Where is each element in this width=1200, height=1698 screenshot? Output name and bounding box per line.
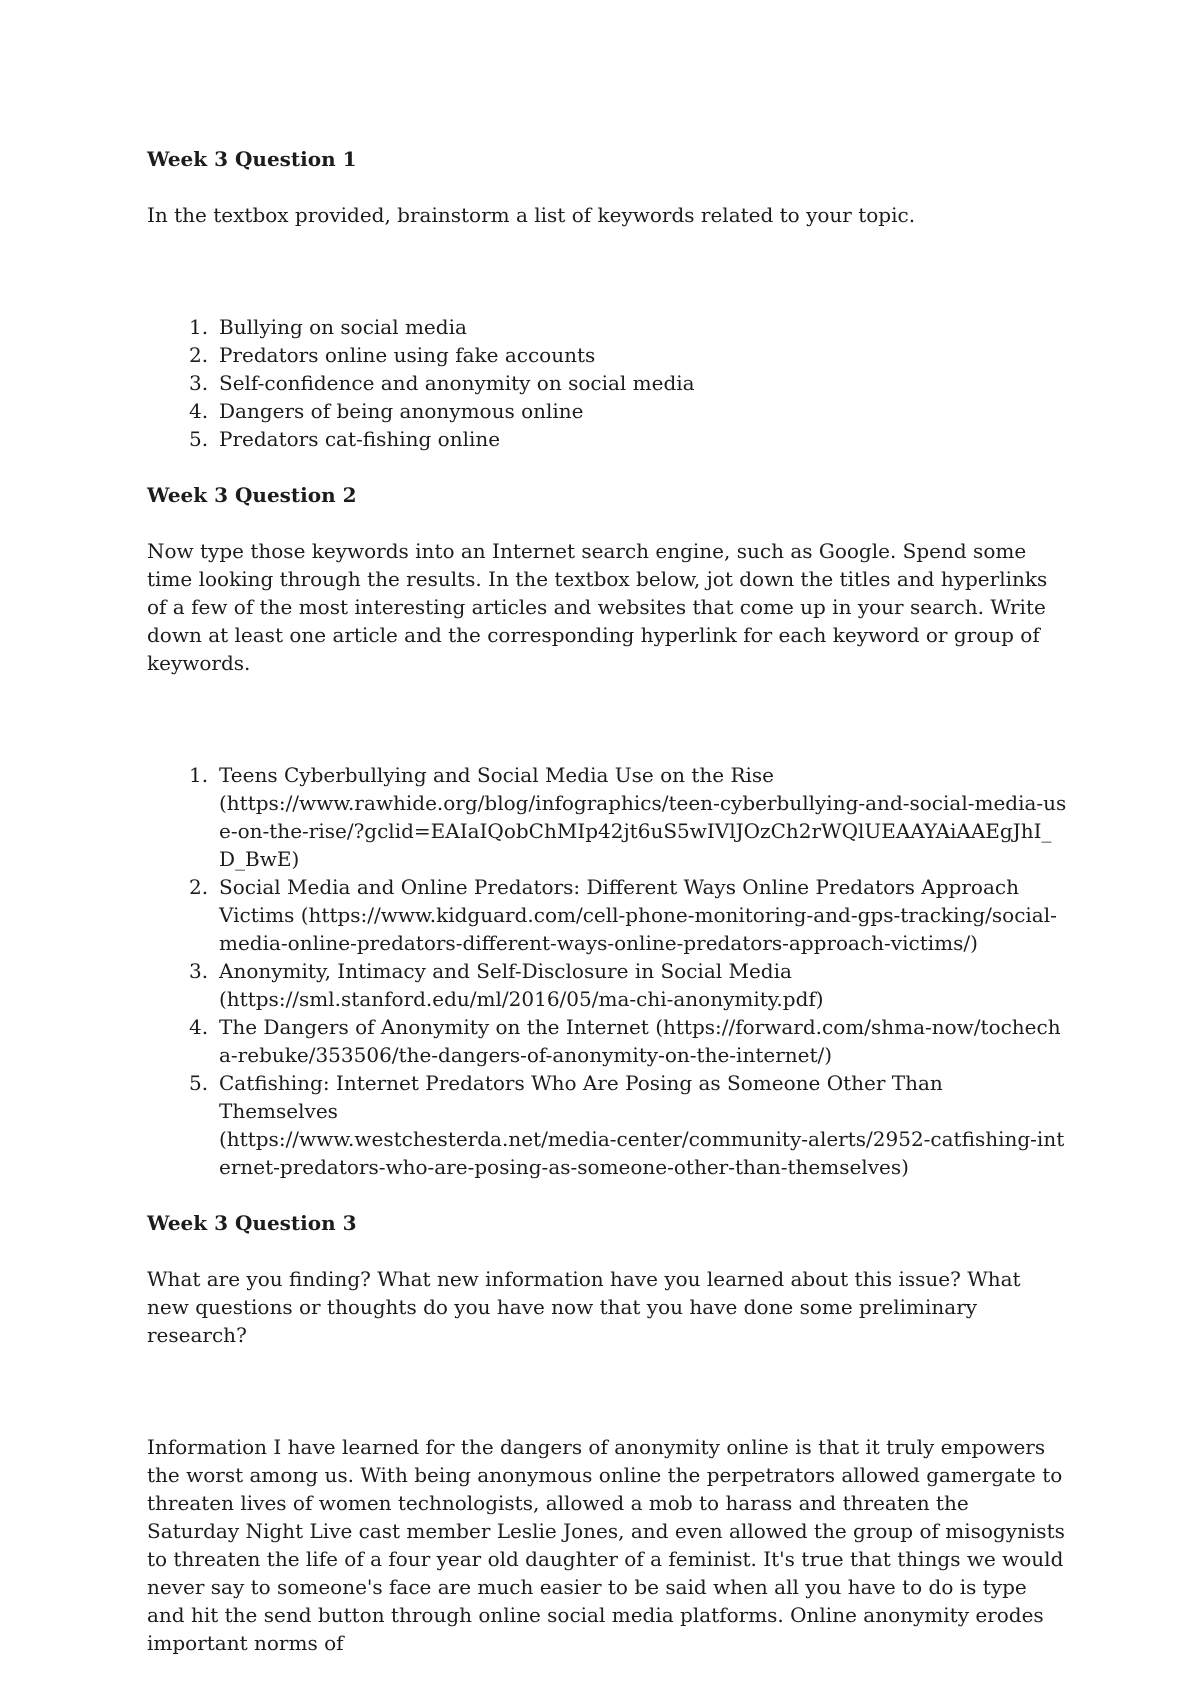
article-link: (https://www.westchesterda.net/media-center/community-alerts/2952-catfishing-internet-predators-who-are-posing-as-someone-other-than-themselves) — [219, 1127, 1065, 1179]
keyword-text: Self-confidence and anonymity on social media — [219, 371, 695, 395]
list-item — [147, 369, 1067, 397]
article-link: (https://www.rawhide.org/blog/infographics/teen-cyberbullying-and-social-media-use-on-the-rise/?gclid=EAIaIQobChMIp42jt6uS5wIVlJOzCh2rWQlUEAAYAiAAEgJhI_D_BwE) — [219, 791, 1067, 871]
list-item — [147, 341, 1067, 369]
article-title: Anonymity, Intimacy and Self-Disclosure in Social Media — [219, 959, 792, 983]
question-3-prompt: What are you finding? What new information have you learned about this issue? What new questions or thoughts do you have now that you have done some preliminary research? — [147, 1267, 1021, 1347]
question-2-title: Week 3 Question 2 — [147, 483, 357, 507]
list-item — [147, 397, 1067, 425]
document-page — [147, 145, 1067, 1657]
list-number: 2. — [189, 343, 209, 367]
list-item — [147, 1013, 1067, 1069]
keyword-text: Bullying on social media — [219, 315, 467, 339]
list-number: 3. — [189, 959, 209, 983]
keyword-text: Dangers of being anonymous online — [219, 399, 584, 423]
list-number: 4. — [189, 399, 209, 423]
article-list — [147, 761, 1067, 1181]
list-item — [147, 873, 1067, 957]
list-number: 1. — [189, 763, 209, 787]
question-2-prompt: Now type those keywords into an Internet search engine, such as Google. Spend some time looking through the results. In the textbox below, jot down the titles and hyperlinks of a few of the most interesting articles and websites that come up in your search. Write down at least one article and the corresponding hyperlink for each keyword or group of keywords. — [147, 539, 1048, 675]
list-item — [147, 957, 1067, 1013]
list-number: 1. — [189, 315, 209, 339]
list-number: 3. — [189, 371, 209, 395]
list-item — [147, 1069, 1067, 1181]
article-link: (https://forward.com/shma-now/tochecha-rebuke/353506/the-dangers-of-anonymity-on-the-internet/) — [219, 1015, 1061, 1067]
question-3-title: Week 3 Question 3 — [147, 1211, 357, 1235]
keyword-text: Predators online using fake accounts — [219, 343, 596, 367]
list-item — [147, 761, 1067, 873]
list-number: 5. — [189, 427, 209, 451]
keyword-list — [147, 313, 1067, 453]
article-link: (https://sml.stanford.edu/ml/2016/05/ma-chi-anonymity.pdf) — [219, 987, 824, 1011]
question-1-title: Week 3 Question 1 — [147, 147, 357, 171]
list-item — [147, 425, 1067, 453]
list-number: 4. — [189, 1015, 209, 1039]
question-1-prompt: In the textbox provided, brainstorm a list of keywords related to your topic. — [147, 203, 916, 227]
list-item — [147, 313, 1067, 341]
article-title: The Dangers of Anonymity on the Internet — [219, 1015, 649, 1039]
question-3-answer: Information I have learned for the dangers of anonymity online is that it truly empowers the worst among us. With being anonymous online the perpetrators allowed gamergate to threaten lives of women technologists, allowed a mob to harass and threaten the Saturday Night Live cast member Leslie Jones, and even allowed the group of misogynists to threaten the life of a four year old daughter of a feminist. It's true that things we would never say to someone's face are much easier to be said when all you have to do is type and hit the send button through online social media platforms. Online anonymity erodes important norms of — [147, 1435, 1065, 1655]
keyword-text: Predators cat-fishing online — [219, 427, 501, 451]
article-link: (https://www.kidguard.com/cell-phone-monitoring-and-gps-tracking/social-media-online-predators-different-ways-online-predators-approach-victims/) — [219, 903, 1057, 955]
article-title: Teens Cyberbullying and Social Media Use on the Rise — [219, 763, 775, 787]
list-number: 2. — [189, 875, 209, 899]
list-number: 5. — [189, 1071, 209, 1095]
article-title: Catfishing: Internet Predators Who Are Posing as Someone Other Than Themselves — [219, 1071, 943, 1123]
article-title: Social Media and Online Predators: Different Ways Online Predators Approach Victims — [219, 875, 1019, 927]
